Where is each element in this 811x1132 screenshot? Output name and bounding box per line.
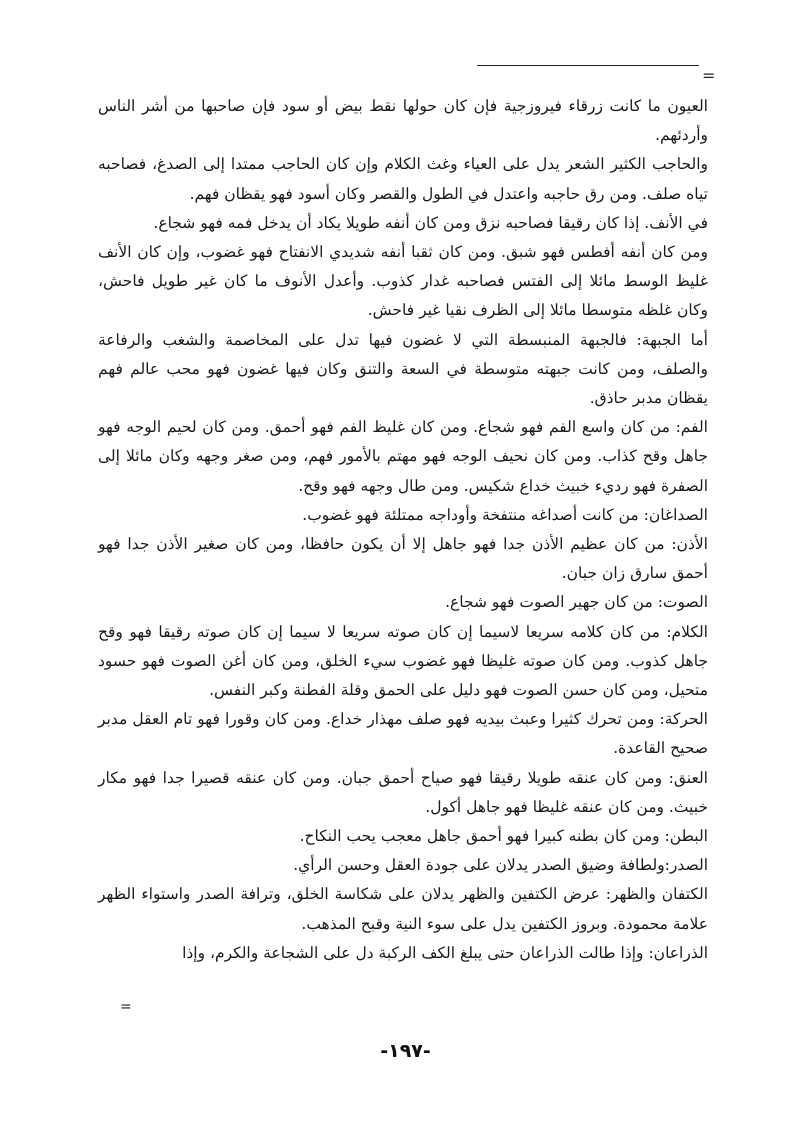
paragraph-ear: الأذن: من كان عظيم الأذن جدا فهو جاهل إلا أن يكون حافظا، ومن كان صغير الأذن جدا فهو أحمق سارق زان جبان. [98, 535, 708, 583]
paragraph-eyes: العيون ما كانت زرقاء فيروزجية فإن كان حولها نقط بيض أو سود فإن صاحبها من أشر الناس وأردئهم. [98, 97, 708, 145]
paragraph-nose-thin: في الأنف. إذا كان رقيقا فصاحبه نزق ومن كان أنفه طويلا يكاد أن يدخل فمه فهو شجاع. [153, 213, 708, 232]
paragraph-voice: الصوت: من كان جهير الصوت فهو شجاع. [445, 593, 708, 612]
footer-continuation-mark: = [120, 999, 132, 1015]
paragraph-mouth: الفم: من كان واسع الفم فهو شجاع. ومن كان غليظ الفم فهو أحمق. ومن كان لحيم الوجه فهو جاهل وقح كذاب. ومن كان نحيف الوجه فهو مهتم بالأمور فهم، ومن صغر وجهه وكان مائلا إلى الصفرة فهو رديء خبيث خداع شكيس. ومن طال وجهه فهو وقح. [98, 418, 708, 495]
header-continuation-mark: = [702, 66, 716, 85]
paragraph-eyebrows: والحاجب الكثير الشعر يدل على العياء وغث الكلام وإن كان الحاجب ممتدا إلى الصدغ، فصاحبه تياه صلف. ومن رق حاجبه واعتدل في الطول والقصر وكان أسود فهو يقظان فهم. [98, 155, 708, 203]
paragraph-temples: الصداغان: من كانت أصداغه منتفخة وأوداجه ممتلئة فهو غضوب. [302, 505, 708, 524]
paragraph-neck: العنق: ومن كان عنقه طويلا رقيقا فهو صياح أحمق جبان. ومن كان عنقه قصيرا جدا فهو مكار خبيث. ومن كان عنقه غليظا فهو جاهل أكول. [98, 768, 708, 816]
paragraph-belly: البطن: ومن كان بطنه كبيرا فهو أحمق جاهل معجب يحب النكاح. [299, 827, 708, 846]
page-number: -١٩٧- [380, 1040, 431, 1062]
paragraph-movement: الحركة: ومن تحرك كثيرا وعبث بيديه فهو صلف مهذار خداع. ومن كان وقورا فهو تام العقل مدبر صحيح القاعدة. [98, 710, 708, 758]
paragraph-shoulders-back: الكتفان والظهر: عرض الكتفين والظهر يدلان على شكاسة الخلق، وترافة الصدر واستواء الظهر علامة محمودة. وبروز الكتفين يدل على سوء النية وقبح المذهب. [98, 885, 708, 933]
paragraph-nose: ومن كان أنفه أفطس فهو شبق. ومن كان ثقبا أنفه شديدي الانفتاح فهو غضوب، وإن كان الأنف غليظ الوسط مائلا إلى الفتس فصاحبه غدار كذوب. وأعدل الأنوف ما كان غير طويل فاحش، وكان غلظه متوسطا مائلا إلى الظرف نقيا غير فاحش. [98, 243, 708, 320]
paragraph-forearms: الذراعان: وإذا طالت الذراعان حتى يبلغ الكف الركبة دل على الشجاعة والكرم، وإذا [182, 943, 708, 962]
paragraph-chest: الصدر:ولطافة وضيق الصدر يدلان على جودة العقل وحسن الرأي. [293, 856, 708, 875]
header-rule [477, 65, 699, 66]
paragraph-speech: الكلام: من كان كلامه سريعا لاسيما إن كان صوته سريعا لا سيما إن كان صوته رقيقا فهو وقح جاهل كذوب. ومن كان صوته غليظا فهو غضوب سيء الخلق، ومن كان أغن الصوت فهو حسود متحيل، ومن كان حسن الصوت فهو دليل على الحمق وقلة الفطنة وكبر النفس. [98, 622, 708, 700]
paragraph-forehead: أما الجبهة: فالجبهة المنبسطة التي لا غضون فيها تدل على المخاصمة والشغب والرفاعة والصلف، ومن كانت جبهته متوسطة في السعة والتنق وكان فيها غضون فهو محب عالم فهم يقظان مدبر حاذق. [98, 330, 708, 408]
page-body [98, 92, 708, 968]
